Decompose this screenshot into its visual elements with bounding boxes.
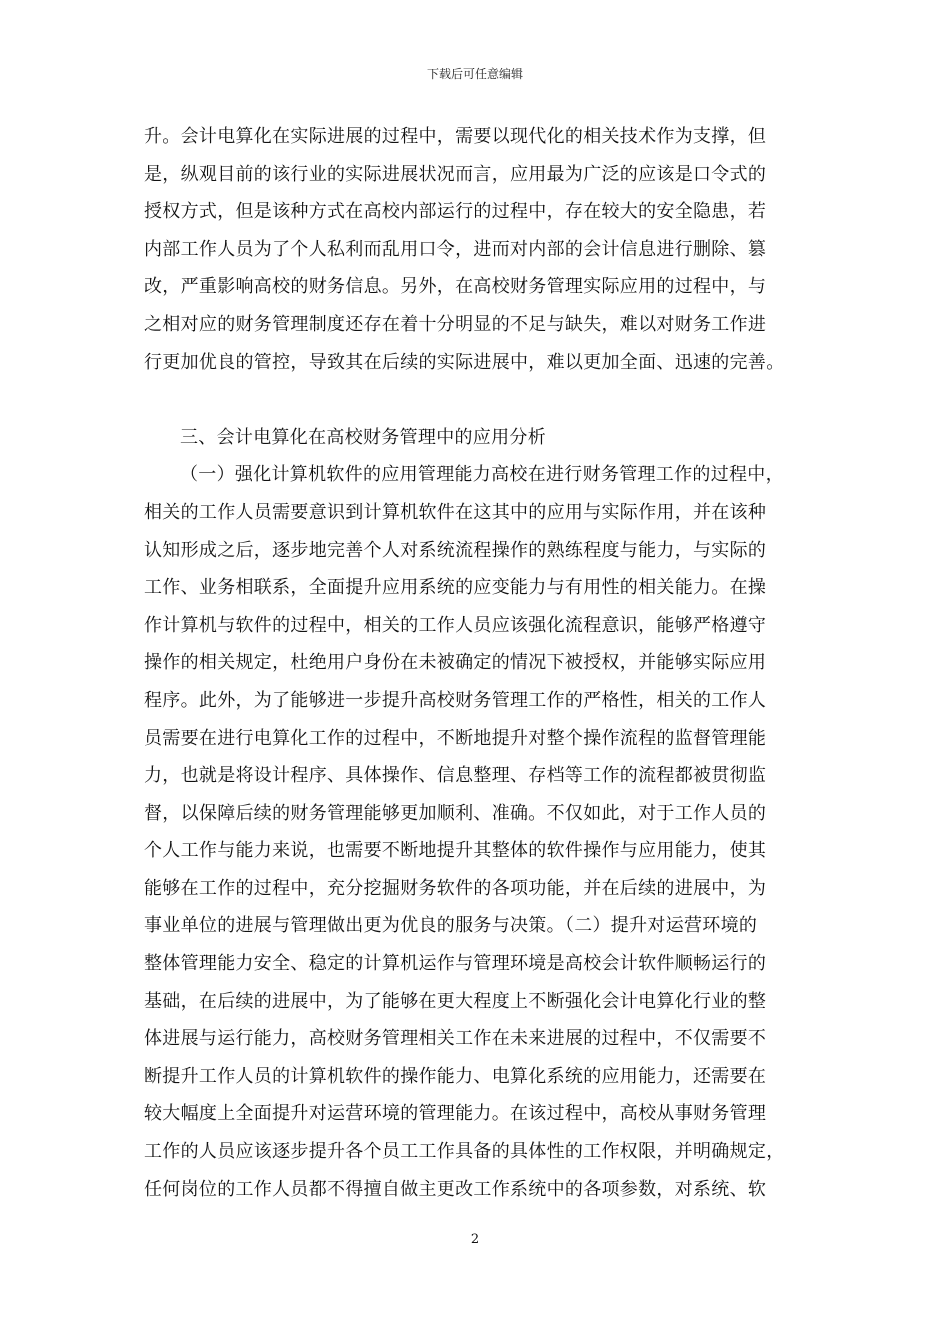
text-line: 内部工作人员为了个人私利而乱用口令，进而对内部的会计信息进行删除、篡 (144, 238, 767, 260)
text-line: 是，纵观目前的该行业的实际进展状况而言，应用最为广泛的应该是口令式的 (144, 163, 767, 185)
text-line: 工作的人员应该逐步提升各个员工工作具备的具体性的工作权限，并明确规定， (144, 1141, 785, 1163)
section-heading: 三、会计电算化在高校财务管理中的应用分析 (180, 426, 546, 448)
text-line: 断提升工作人员的计算机软件的操作能力、电算化系统的应用能力，还需要在 (144, 1065, 767, 1087)
text-line: 升。会计电算化在实际进展的过程中，需要以现代化的相关技术作为支撑，但 (144, 126, 767, 147)
text-line: 基础，在后续的进展中，为了能够在更大程度上不断强化会计电算化行业的整 (144, 990, 767, 1012)
text-line: 整体管理能力安全、稳定的计算机运作与管理环境是高校会计软件顺畅运行的 (144, 953, 767, 975)
text-line: 认知形成之后，逐步地完善个人对系统流程操作的熟练程度与能力，与实际的 (144, 539, 767, 561)
text-line: 行更加优良的管控，导致其在后续的实际进展中，难以更加全面、迅速的完善。 (144, 351, 785, 373)
text-line: 授权方式，但是该种方式在高校内部运行的过程中，存在较大的安全隐患，若 (144, 201, 767, 223)
text-line: 能够在工作的过程中，充分挖掘财务软件的各项功能，并在后续的进展中，为 (144, 877, 767, 899)
text-line: 相关的工作人员需要意识到计算机软件在这其中的应用与实际作用，并在该种 (144, 501, 767, 523)
text-line: 事业单位的进展与管理做出更为优良的服务与决策。（二）提升对运营环境的 (144, 915, 758, 937)
text-line: 较大幅度上全面提升对运营环境的管理能力。在该过程中，高校从事财务管理 (144, 1103, 767, 1125)
text-line: 作计算机与软件的过程中，相关的工作人员应该强化流程意识，能够严格遵守 (144, 614, 767, 636)
text-line: 任何岗位的工作人员都不得擅自做主更改工作系统中的各项参数，对系统、软 (144, 1178, 767, 1200)
text-line: （一）强化计算机软件的应用管理能力高校在进行财务管理工作的过程中， (180, 464, 784, 486)
paragraph-section-3 (144, 456, 806, 1208)
page-number: 2 (470, 1232, 480, 1247)
text-line: 员需要在进行电算化工作的过程中，不断地提升对整个操作流程的监督管理能 (144, 727, 767, 749)
text-line: 督，以保障后续的财务管理能够更加顺利、准确。不仅如此，对于工作人员的 (144, 802, 767, 824)
text-line: 体进展与运行能力，高校财务管理相关工作在未来进展的过程中，不仅需要不 (144, 1028, 767, 1050)
page-header: 下载后可任意编辑 (426, 67, 523, 81)
text-line: 改，严重影响高校的财务信息。另外，在高校财务管理实际应用的过程中，与 (144, 276, 767, 298)
text-line: 操作的相关规定，杜绝用户身份在未被确定的情况下被授权，并能够实际应用 (144, 652, 767, 674)
paragraph-continuation (144, 118, 806, 381)
text-line: 之相对应的财务管理制度还存在着十分明显的不足与缺失，难以对财务工作进 (144, 313, 767, 335)
paragraph-gap (144, 381, 806, 419)
text-line: 个人工作与能力来说，也需要不断地提升其整体的软件操作与应用能力，使其 (144, 840, 767, 862)
text-line: 程序。此外，为了能够进一步提升高校财务管理工作的严格性，相关的工作人 (144, 689, 767, 711)
text-line: 力，也就是将设计程序、具体操作、信息整理、存档等工作的流程都被贯彻监 (144, 765, 767, 787)
text-line: 工作、业务相联系，全面提升应用系统的应变能力与有用性的相关能力。在操 (144, 577, 767, 599)
document-body (144, 118, 806, 1208)
